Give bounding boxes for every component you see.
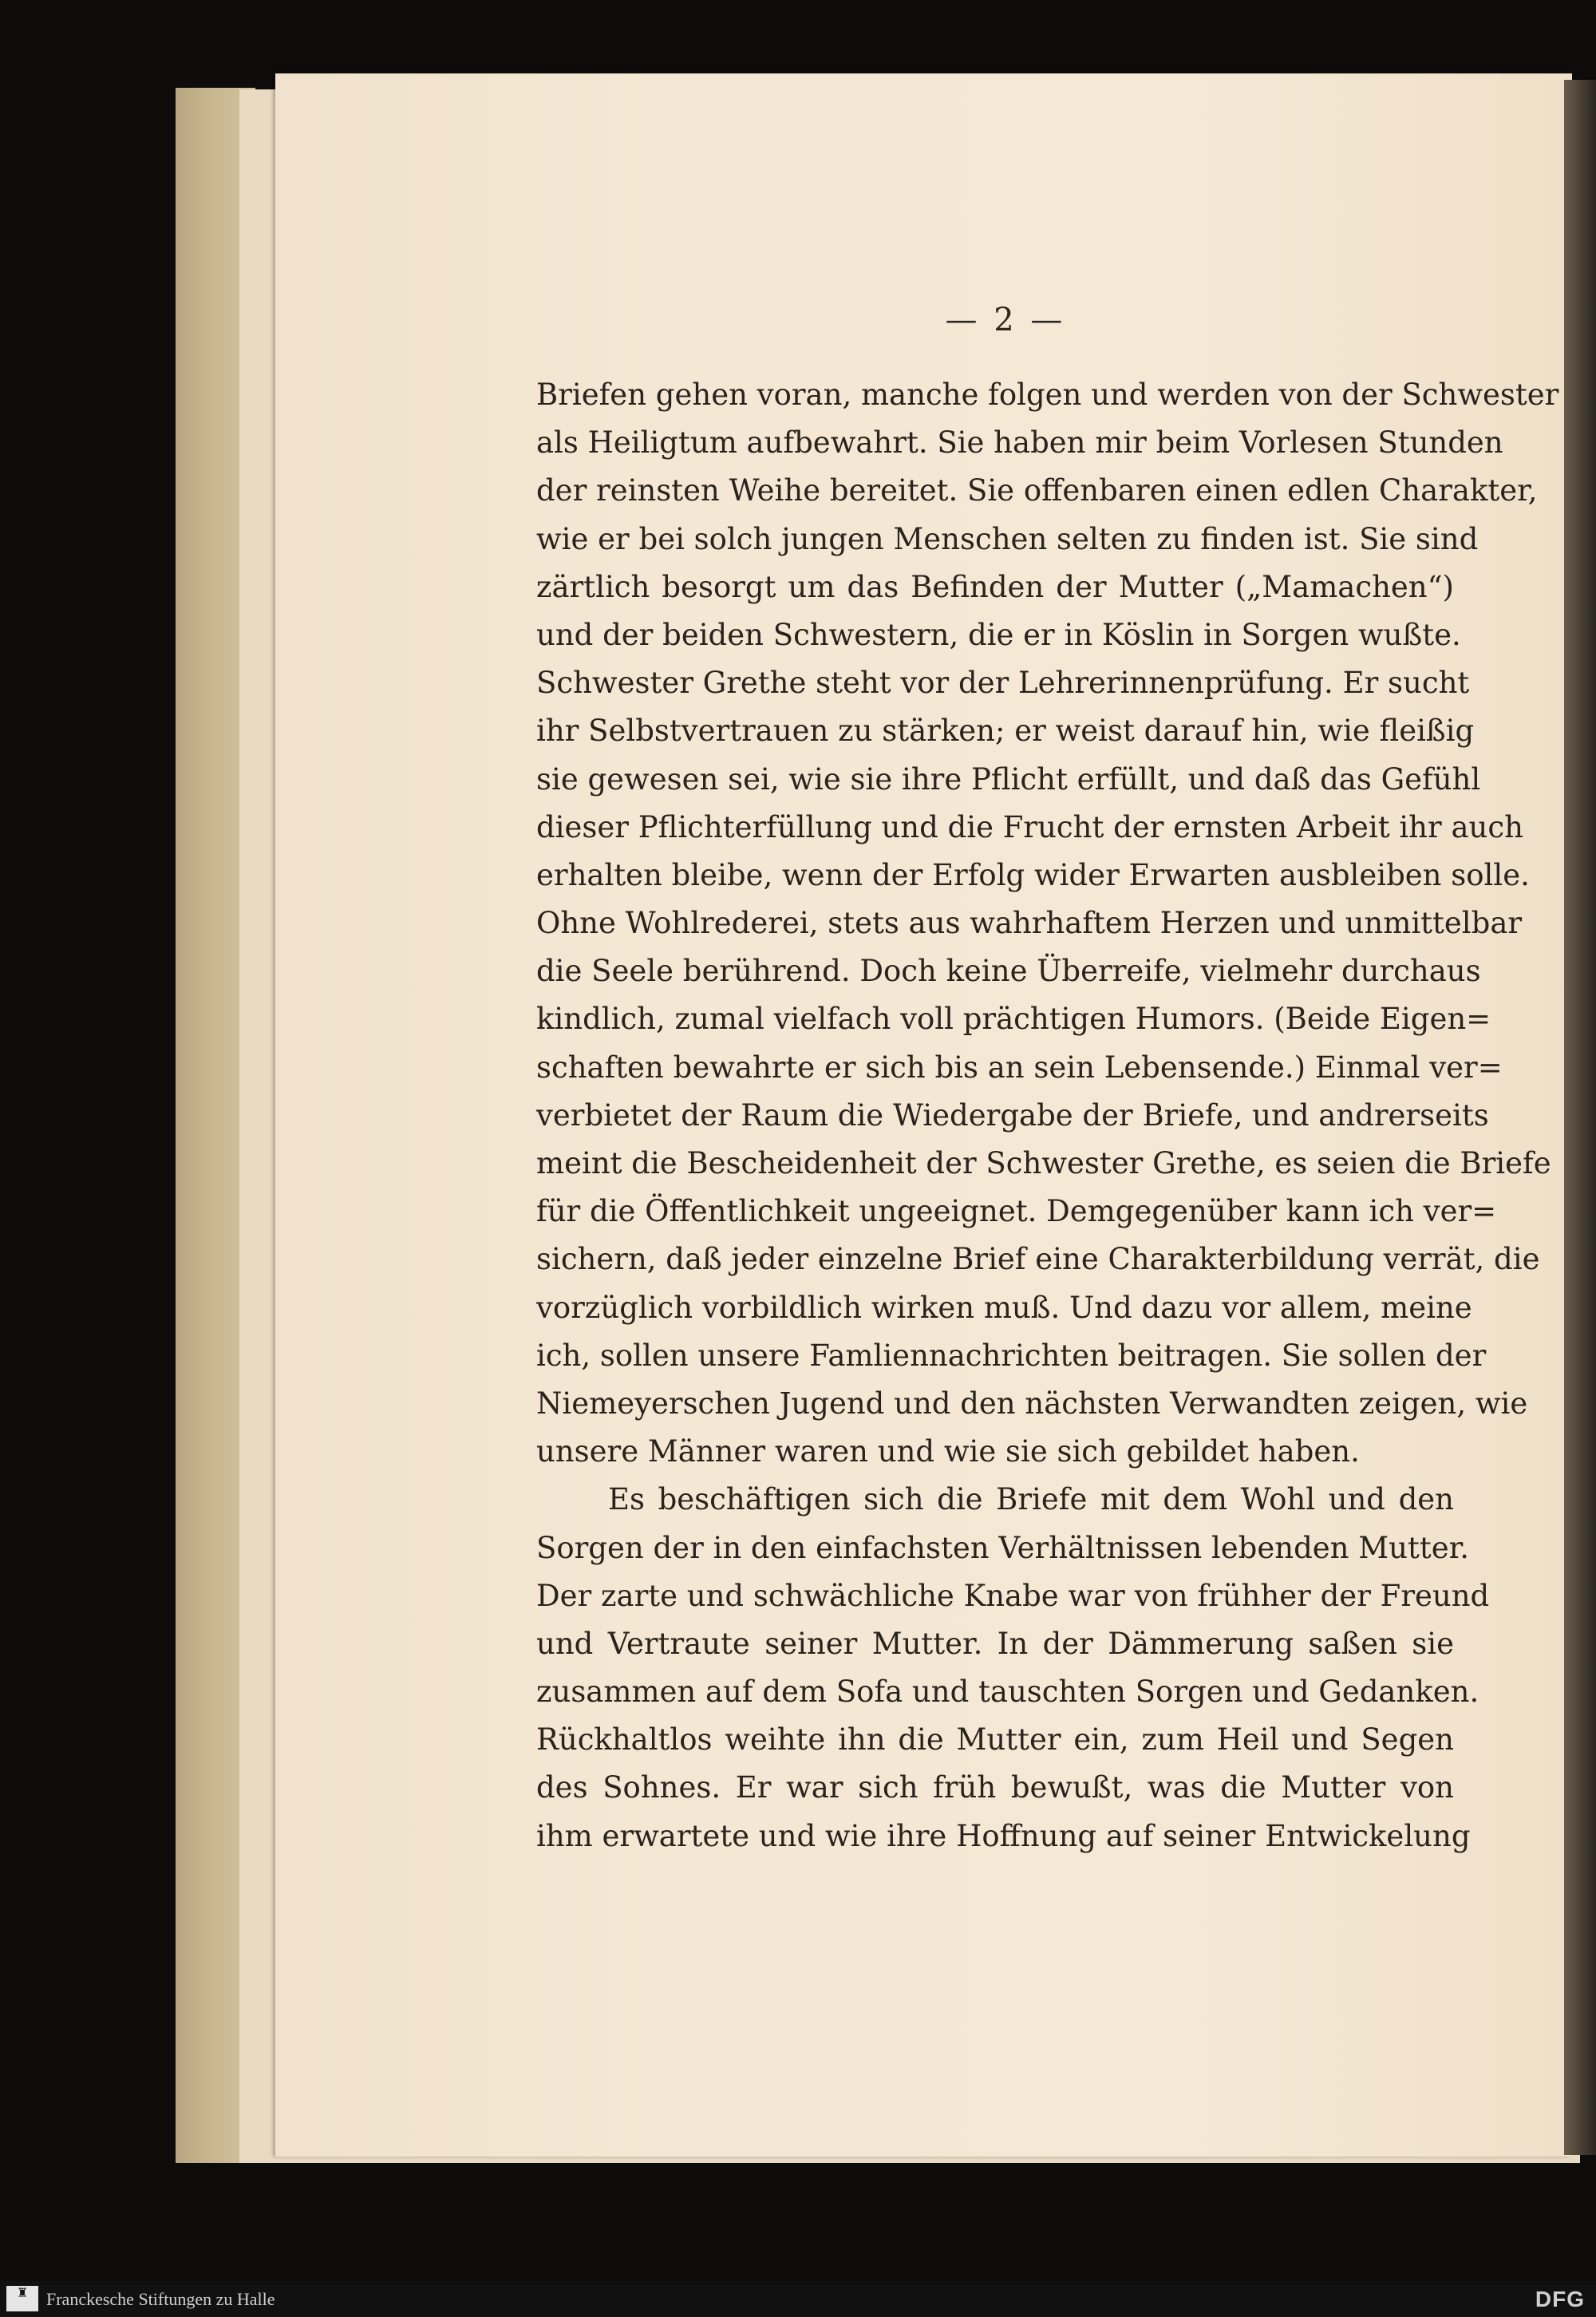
text-line: sichern, daß jeder einzelne Brief eine Charakterbildung verrät, die — [536, 1242, 1540, 1277]
text-line: wie er bei solch jungen Menschen selten zu finden ist. Sie sind — [536, 521, 1479, 556]
text-line: Sorgen der in den einfachsten Verhältnissen lebenden Mutter. — [536, 1530, 1469, 1565]
text-line: vorzüglich vorbildlich wirken muß. Und dazu vor allem, meine — [536, 1290, 1472, 1325]
text-line: ihm erwartete und wie ihre Hoffnung auf seiner Entwickelung — [536, 1818, 1471, 1853]
text-line: der reinsten Weihe bereitet. Sie offenbaren einen edlen Charakter, — [536, 473, 1538, 508]
text-line: Niemeyerschen Jugend und den nächsten Verwandten zeigen, wie — [536, 1386, 1528, 1421]
text-line: für die Öffentlichkeit ungeeignet. Demgegenüber kann ich ver= — [536, 1194, 1497, 1229]
page-edge-shadow — [1564, 80, 1596, 2155]
text-line: schaften bewahrte er sich bis an sein Lebensende.) Einmal ver= — [536, 1050, 1503, 1085]
text-line: Der zarte und schwächliche Knabe war von frühher der Freund — [536, 1578, 1490, 1613]
text-line: zärtlich besorgt um das Befinden der Mutter („Mamachen“) — [536, 569, 1454, 604]
text-line: des Sohnes. Er war sich früh bewußt, was die Mutter von — [536, 1770, 1454, 1805]
text-line: als Heiligtum aufbewahrt. Sie haben mir beim Vorlesen Stunden — [536, 425, 1503, 461]
viewer-footer-bar — [0, 2281, 1596, 2317]
text-line: meint die Bescheidenheit der Schwester Grethe, es seien die Briefe — [536, 1146, 1551, 1180]
text-line: und der beiden Schwestern, die er in Köslin in Sorgen wußte. — [536, 617, 1461, 652]
text-line: Es beschäftigen sich die Briefe mit dem Wohl und den — [608, 1482, 1454, 1517]
text-line: und Vertraute seiner Mutter. In der Dämmerung saßen sie — [536, 1626, 1454, 1661]
text-line: die Seele berührend. Doch keine Überreife, vielmehr durchaus — [536, 954, 1481, 989]
text-line: Rückhaltlos weihte ihn die Mutter ein, zum Heil und Segen — [536, 1722, 1454, 1758]
institution-name: Franckesche Stiftungen zu Halle — [46, 2289, 275, 2309]
text-line: verbietet der Raum die Wiedergabe der Briefe, und andrerseits — [536, 1097, 1489, 1133]
text-line: Ohne Wohlrederei, stets aus wahrhaftem Herzen und unmittelbar — [536, 906, 1523, 941]
text-line: Schwester Grethe steht vor der Lehrerinnenprüfung. Er sucht — [536, 666, 1470, 701]
text-line: Briefen gehen voran, manche folgen und werden von der Schwester — [536, 378, 1559, 412]
text-line: dieser Pflichterfüllung und die Frucht der ernsten Arbeit ihr auch — [536, 809, 1523, 844]
text-line: kindlich, zumal vielfach voll prächtigen Humors. (Beide Eigen= — [536, 1002, 1491, 1037]
text-line: zusammen auf dem Sofa und tauschten Sorgen und Gedanken. — [536, 1674, 1479, 1710]
text-line: erhalten bleibe, wenn der Erfolg wider Erwarten ausbleiben solle. — [536, 857, 1530, 892]
text-line: ich, sollen unsere Famliennachrichten beitragen. Sie sollen der — [536, 1338, 1487, 1373]
institution-logo: ♜ — [6, 2286, 38, 2311]
dfg-logo: DFG — [1535, 2287, 1585, 2311]
text-line: ihr Selbstvertrauen zu stärken; er weist darauf hin, wie fleißig — [536, 714, 1475, 749]
text-line: unsere Männer waren und wie sie sich gebildet haben. — [536, 1434, 1360, 1469]
text-line: sie gewesen sei, wie sie ihre Pflicht erfüllt, und daß das Gefühl — [536, 761, 1481, 797]
body-text — [536, 371, 1559, 1860]
page-number: — 2 — — [945, 302, 1066, 338]
